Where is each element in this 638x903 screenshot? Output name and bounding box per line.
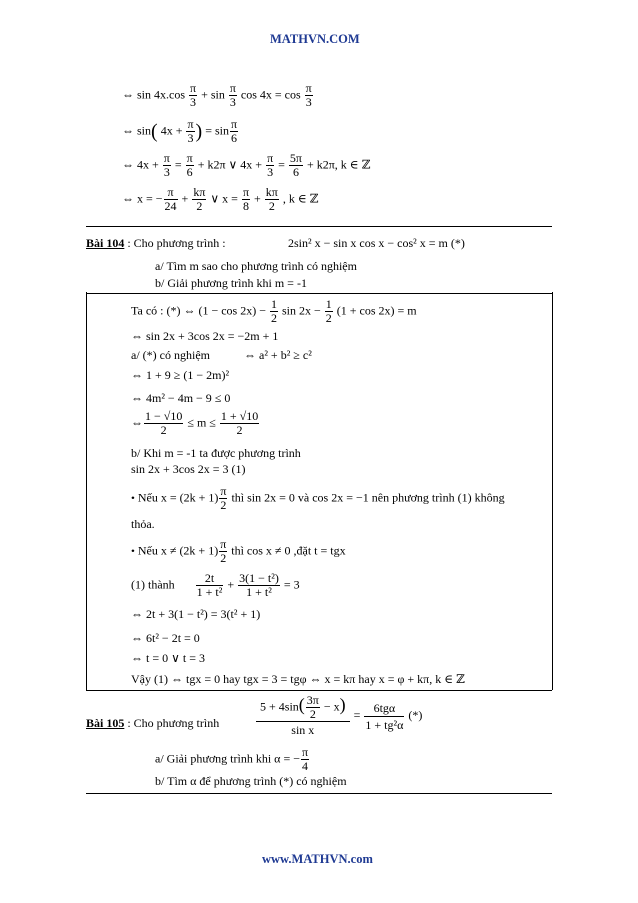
fraction: $\frac{\pi}{6}$ <box>230 117 238 145</box>
problem-104-title: Bài 104 : Cho phương trình : <box>86 236 226 250</box>
solution-step: (1) thành $\frac{2t}{\text{1 + t²}}$ + $\frac{\text{3(1 − t²)}}{\text{1 + t²}}$ = 3 <box>131 571 300 599</box>
bullet-icon: • <box>131 545 135 558</box>
fraction: 5 + 4sin( $\frac{3\pi}{2}$ − x) sin x <box>256 694 350 738</box>
fraction: $\frac{\pi}{3}$ <box>163 151 170 179</box>
fraction: $\frac{\pi}{3}$ <box>305 81 312 109</box>
site-footer: www.MATHVN.com <box>262 852 373 866</box>
problem-104-part-b: b/ Giải phương trình khi m = -1 <box>155 276 307 290</box>
fraction: $\frac{\pi}{24}$ <box>164 185 177 213</box>
problem-105-title: Bài 105 : Cho phương trình <box>86 716 220 730</box>
solution-step: thỏa. <box>131 517 155 531</box>
solution-step: ⇔ t = 0 ∨ t = 3 <box>131 651 205 665</box>
fraction: $\frac{\pi}{4}$ <box>302 745 309 773</box>
solution-conclusion: Vậy (1) ⇔ tgx = 0 hay tgx = 3 = tgφ ⇔ x = kπ hay x = φ + kπ, k ∈ ℤ <box>131 672 465 686</box>
solution-step: ⇔ a² + b² ≥ c² <box>244 348 312 362</box>
fraction: $\frac{\pi}{3}$ <box>229 81 236 109</box>
solution-step: ⇔ 2t + 3(1 − t²) = 3(t² + 1) <box>131 607 261 621</box>
problem-105-part-a: a/ Giải phương trình khi α = − $\frac{\pi}{4}$ <box>155 745 309 773</box>
fraction: $\frac{3\pi}{2}$ <box>306 693 319 721</box>
problem-105-equation: 5 + 4sin( $\frac{3\pi}{2}$ − x) sin x = $\frac{\text{6tgα}}{\text{1 + tg²α}}$ (*) <box>255 694 422 738</box>
fraction: $\frac{\text{6tgα}}{\text{1 + tg²α}}$ <box>365 700 404 732</box>
fraction: $\frac{\pi}{2}$ <box>220 537 227 565</box>
fraction: $\frac{\pi}{6}$ <box>186 151 193 179</box>
solution-step: b/ Khi m = -1 ta được phương trình <box>131 446 301 460</box>
fraction: $\frac{5\pi}{6}$ <box>289 151 302 179</box>
fraction: $\frac{2t}{\text{1 + t²}}$ <box>196 571 223 599</box>
fraction: $\frac{1 - √10}{2}$ <box>145 409 183 437</box>
line-eq-2: ⇔ sin( 4x + $\frac{\pi}{3}$ ) = sin $\frac{\pi}{6}$ <box>122 117 238 145</box>
solution-left-rule <box>86 292 87 690</box>
fraction: $\frac{\pi}{2}$ <box>220 484 227 512</box>
problem-105-part-b: b/ Tìm α để phương trình (*) có nghiệm <box>155 774 347 788</box>
solution-right-rule <box>552 292 553 690</box>
line-eq-3: ⇔ 4x + $\frac{\pi}{3}$ = $\frac{\pi}{6}$ + k2π ∨ 4x + $\frac{\pi}{3}$ = $\frac{5\pi}{6}$ + k2π, k ∈ ℤ <box>122 151 371 179</box>
fraction: $\frac{\pi}{8}$ <box>242 185 250 213</box>
bullet-icon: • <box>131 492 135 505</box>
fraction: $\frac{\text{3(1 − t²)}}{\text{1 + t²}}$ <box>239 571 279 599</box>
line-eq-1: ⇔ sin 4x.cos $\frac{\pi}{3}$ + sin $\frac{\pi}{3}$ cos 4x = cos $\frac{\pi}{3}$ <box>122 81 312 109</box>
fraction: $\frac{\pi}{3}$ <box>267 151 274 179</box>
solution-step: Ta có : (*) ⇔ (1 − cos 2x) − $\frac{1}{2}$ sin 2x − $\frac{1}{2}$ (1 + cos 2x) = m <box>131 297 417 325</box>
fraction: $\frac{1}{2}$ <box>271 297 277 325</box>
solution-step: ⇔ sin 2x + 3cos 2x = −2m + 1 <box>131 329 279 343</box>
solution-step: a/ (*) có nghiệm <box>131 348 210 362</box>
fraction: $\frac{1}{2}$ <box>325 297 332 325</box>
line-eq-4: ⇔ x = − $\frac{\pi}{24}$ + $\frac{k\pi}{2}$ ∨ x = $\frac{\pi}{8}$ + $\frac{k\pi}{2}$ , k ∈ ℤ <box>122 185 319 213</box>
fraction: $\frac{k\pi}{2}$ <box>193 185 206 213</box>
solution-step: ⇔ 4m² − 4m − 9 ≤ 0 <box>131 391 231 405</box>
fraction: $\frac{k\pi}{2}$ <box>265 185 278 213</box>
fraction: $\frac{1 + √10}{2}$ <box>220 409 259 437</box>
solution-step: • Nếu x = (2k + 1) $\frac{\pi}{2}$ thì sin 2x = 0 và cos 2x = −1 nên phương trình (1) không <box>131 484 505 512</box>
fraction: $\frac{\pi}{3}$ <box>187 117 194 145</box>
problem-104-part-a: a/ Tìm m sao cho phương trình có nghiệm <box>155 259 357 273</box>
site-header: MATHVN.COM <box>270 32 360 46</box>
solution-step: sin 2x + 3cos 2x = 3 (1) <box>131 462 246 476</box>
fraction: $\frac{\pi}{3}$ <box>190 81 197 109</box>
solution-step: • Nếu x ≠ (2k + 1) $\frac{\pi}{2}$ thì cos x ≠ 0 ,đặt t = tgx <box>131 537 346 565</box>
solution-step: ⇔ $\frac{1 - √10}{2}$ ≤ m ≤ $\frac{1 + √10}{2}$ <box>131 409 259 437</box>
solution-step: ⇔ 1 + 9 ≥ (1 − 2m)² <box>131 368 230 382</box>
problem-104-equation: 2sin² x − sin x cos x − cos² x = m (*) <box>288 236 465 250</box>
solution-step: ⇔ 6t² − 2t = 0 <box>131 631 200 645</box>
